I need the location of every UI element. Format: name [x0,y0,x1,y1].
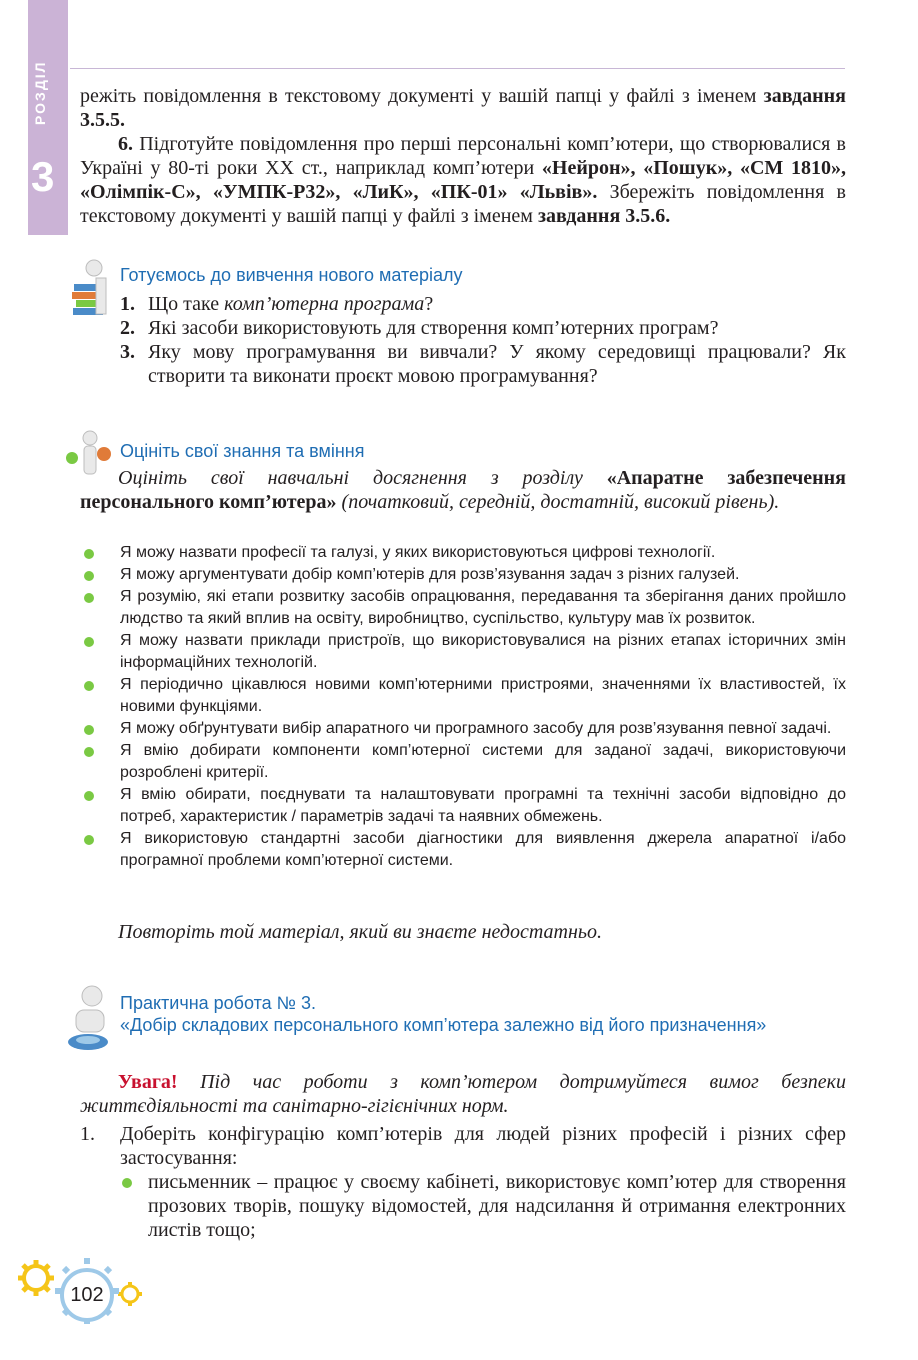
page-number: 102 [60,1268,114,1322]
question-text-end: ? [424,293,434,315]
list-item-text: Я вмію добирати компоненти комп’ютерної системи для заданої задачі, використовуючи розроблені критерії. [120,742,846,781]
chapter-label: РОЗДІЛ [32,60,48,125]
question-item [80,292,846,316]
bullet-icon [84,835,94,845]
task-item [80,1122,846,1170]
bullet-icon [84,725,94,735]
list-item [80,718,846,740]
bullet-icon [84,549,94,559]
chapter-number: 3 [31,153,55,200]
assess-outro-text: Повторіть той матеріал, який ви знаєте недостатньо. [118,921,603,943]
assess-heading: Оцініть свої знання та вміння [120,441,365,461]
top-divider [70,68,845,69]
bullet-icon [122,1178,132,1188]
question-num: 2. [120,317,135,339]
task-6-filename: завдання 3.5.6. [537,205,671,227]
list-item-text: Я можу обґрунтувати вибір апаратного чи програмного засобу для розв’язування певної задачі. [120,720,832,737]
list-item-text: Я вмію обирати, поєднувати та налаштовувати програмні та технічні засоби відповідно до потреб, характеристик / параметрів задачі та наявних обмежень. [120,786,846,825]
list-item [80,784,846,828]
task-num: 1. [80,1123,95,1145]
question-item [80,316,846,340]
prepare-heading: Готуємось до вивчення нового матеріалу [120,265,463,285]
question-item [80,340,846,388]
practical-subtitle: «Добір складових персонального комп’ютера залежно від його призначення» [120,1015,767,1035]
list-item-text: Я можу назвати професії та галузі, у яких використовуються цифрові технології. [120,544,716,561]
warning-label: Увага! [118,1071,178,1093]
task-6-text-b: Збережіть повідомлення в текстовому документі у вашій папці у файлі з іменем [80,181,847,227]
assess-intro [80,466,846,514]
sub-list-item [80,1170,846,1242]
self-assessment-list [80,542,846,872]
list-item [80,674,846,718]
warning-text: Під час роботи з комп’ютером дотримуйтеся вимог безпеки життєдіяльності та санітарно-гігієнічних норм. [80,1071,846,1117]
practical-title: Практична робота № 3. [120,993,316,1013]
bullet-icon [84,791,94,801]
intro-p1-bold: завдання 3.5.5. [80,85,846,131]
task-6-text-a: Підготуйте повідомлення про перші персональні комп’ютери, що створювалися в Україні у 80-ті роки ХХ ст., наприклад комп’ютери [80,133,846,179]
assess-levels: (початковий, середній, достатній, високий рівень). [336,491,780,513]
question-term: комп’ютерна програма [224,293,425,315]
task-text: Доберіть конфігурацію комп’ютерів для людей різних професій і різних сфер застосування: [120,1123,846,1169]
list-item-text: Я використовую стандартні засоби діагностики для виявлення джерела апаратної і/або програмної проблеми комп’ютерної системи. [120,830,846,869]
question-num: 1. [120,293,135,315]
assess-intro-text: Оцініть свої навчальні досягнення з розділу [118,467,607,489]
bullet-icon [84,747,94,757]
list-item-text: Я можу назвати приклади пристроїв, що використовувалися на різних етапах історичних змін інформаційних технологій. [120,632,846,671]
prepare-questions [80,292,846,388]
question-text: Що таке [148,293,225,315]
practical-heading [120,992,840,1036]
sub-item-text: письменник – працює у своєму кабінеті, використовує комп’ютер для створення прозових творів, пошуку відомостей, для надсилання й отримання електронних листів тощо; [148,1171,846,1241]
task-6-computers: «Нейрон», «Пошук», «СМ 1810», «Олімпік-С», «УМПК-Р32», «ЛиК», «ПК-01» «Львів». [80,157,847,203]
list-item [80,630,846,674]
task-6-num: 6. [118,133,133,155]
question-text: Які засоби використовують для створення комп’ютерних програм? [148,317,719,339]
assess-outro [80,920,846,944]
list-item [80,542,846,564]
bullet-icon [84,593,94,603]
bullet-icon [84,637,94,647]
assess-chapter-name: «Апаратне забезпечення персонального комп’ютера» [80,467,846,513]
task-list [80,1122,846,1242]
question-num: 3. [120,341,135,363]
list-item [80,740,846,784]
list-item-text: Я періодично цікавлюся новими комп’ютерними пристроями, значеннями їх властивостей, їх новими функціями. [120,676,846,715]
list-item-text: Я можу аргументувати добір комп’ютерів для розв’язування задач з різних галузей. [120,566,740,583]
list-item [80,564,846,586]
list-item [80,828,846,872]
intro-text [80,84,846,228]
warning-paragraph [80,1070,846,1118]
list-item [80,586,846,630]
robot-figure-icon [62,984,114,1054]
bullet-icon [84,571,94,581]
bullet-icon [84,681,94,691]
list-item-text: Я розумію, які етапи розвитку засобів опрацювання, передавання та зберігання даних пройшло людство та який вплив на освіту, виробництво, суспільство, культуру мав їх розвиток. [120,588,846,627]
intro-p1: режіть повідомлення в текстовому документі у вашій папці у файлі з іменем [80,85,764,107]
question-text: Яку мову програмування ви вивчали? У якому середовищі працювали? Як створити та виконати проєкт мовою програмування? [148,341,846,387]
